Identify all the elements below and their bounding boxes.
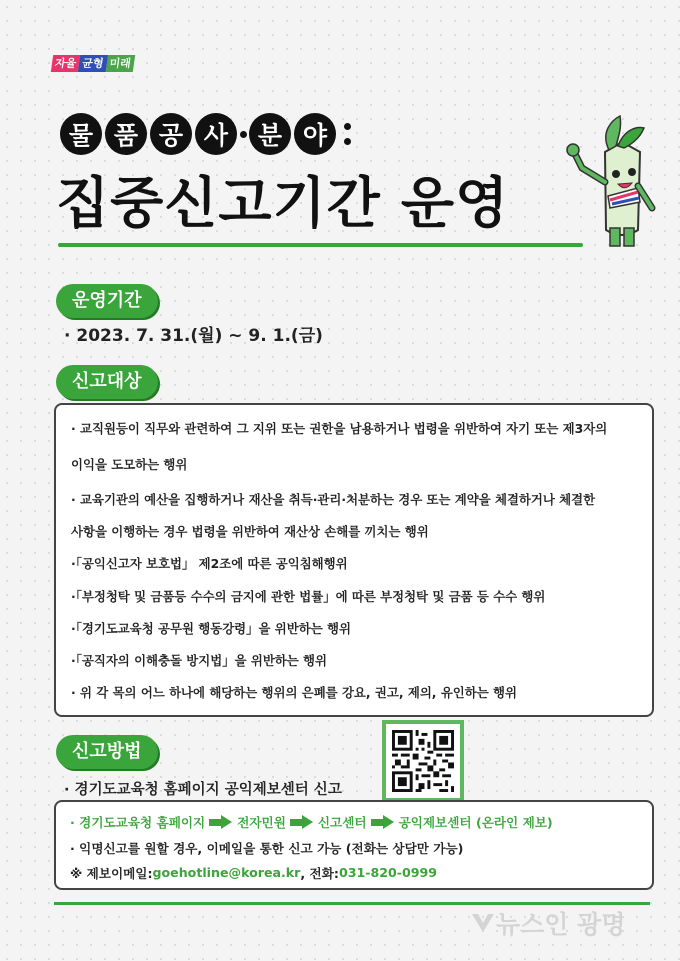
email-link[interactable]: goehotline@korea.kr: [152, 865, 301, 880]
target-item: · 교직원등이 직무와 관련하여 그 지위 또는 권한을 남용하거나 법령을 위반하여 자기 또는 제3자의: [71, 421, 608, 436]
qr-code[interactable]: [382, 720, 464, 802]
period-date: · 2023. 7. 31.(월) ~ 9. 1.(금): [64, 326, 323, 346]
arrow-right-icon: [290, 815, 314, 829]
qr-code-pattern: [392, 730, 454, 792]
title-underline: [58, 243, 583, 247]
section-heading-targets: 신고대상: [56, 365, 158, 399]
target-item: ·「공익신고자 보호법」 제2조에 따른 공익침해행위: [71, 556, 348, 571]
colon-mark: [344, 123, 351, 145]
phone-label: , 전화:: [300, 866, 339, 881]
target-item: 이익을 도모하는 행위: [71, 457, 188, 472]
title-char: 품: [105, 113, 147, 155]
logo: [51, 55, 135, 72]
method-steps: [70, 812, 553, 831]
step-public-interest-center: 공익제보센터 (온라인 제보): [398, 815, 553, 830]
title-char: 사: [195, 113, 237, 155]
page-title: 집중신고기간 운영: [56, 171, 510, 235]
logo-part-3: 미래: [105, 55, 135, 72]
target-item: ·「부정청탁 및 금품등 수수의 금지에 관한 법률」에 따른 부정청탁 및 금품 등 수수 행위: [71, 589, 546, 604]
logo-part-1: 자율: [51, 55, 81, 72]
target-item: · 위 각 목의 어느 하나에 해당하는 행위의 은폐를 강요, 권고, 제의, 유인하는 행위: [71, 685, 517, 700]
anonymous-note: · 익명신고를 원할 경우, 이메일을 통한 신고 가능 (전화는 상담만 가능): [70, 841, 464, 856]
title-line-1: [60, 113, 351, 155]
contact-line: [70, 863, 437, 882]
arrow-right-icon: [371, 815, 395, 829]
target-item: ·「경기도교육청 공무원 행동강령」을 위반하는 행위: [71, 621, 351, 636]
title-char: 분: [249, 113, 291, 155]
watermark-text: 뉴스인 광명: [496, 910, 626, 939]
section-heading-method: 신고방법: [56, 735, 158, 769]
mascot-illustration: [560, 112, 660, 252]
target-item: ·「공직자의 이해충돌 방지법」을 위반하는 행위: [71, 653, 327, 668]
target-item: 사항을 이행하는 경우 법령을 위반하여 재산상 손해를 끼치는 행위: [71, 524, 429, 539]
method-main: · 경기도교육청 홈페이지 공익제보센터 신고: [64, 782, 342, 798]
watermark: [470, 905, 625, 941]
arrow-right-icon: [209, 815, 233, 829]
middle-dot: [240, 131, 247, 138]
title-char: 물: [60, 113, 102, 155]
section-heading-period: 운영기간: [56, 284, 158, 318]
phone-number[interactable]: 031-820-0999: [338, 865, 438, 880]
logo-part-2: 균형: [78, 55, 108, 72]
title-char: 공: [150, 113, 192, 155]
step-report-center: 신고센터: [317, 815, 367, 830]
step-civil-complaint: 전자민원: [237, 815, 286, 830]
watermark-icon: [470, 910, 496, 936]
title-char: 야: [294, 113, 336, 155]
target-item: · 교육기관의 예산을 집행하거나 재산을 취득·관리·처분하는 경우 또는 계약을 체결하거나 체결한: [71, 492, 596, 507]
contact-label: ※ 제보이메일:: [70, 866, 153, 881]
targets-box: [54, 403, 654, 717]
method-box: [54, 800, 654, 890]
step-homepage: · 경기도교육청 홈페이지: [70, 815, 206, 830]
